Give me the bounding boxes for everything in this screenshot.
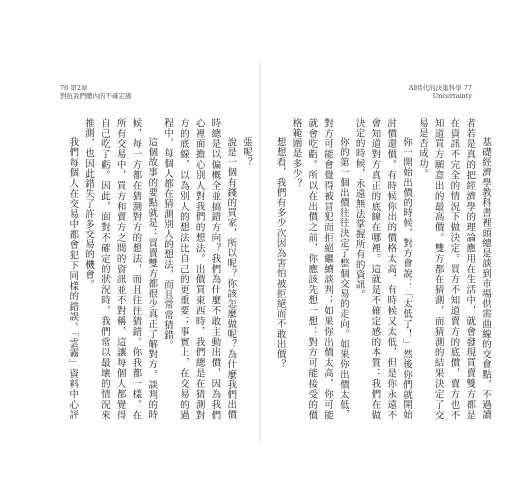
right-running-title: AI時代的決策科學 bbox=[408, 84, 462, 92]
left-page-body bbox=[64, 118, 254, 420]
page-gutter bbox=[259, 62, 261, 442]
paragraph: 你的第一個出價往往決定了整個交易的走向。如果你出價太低，對方可能會覺得被冒犯而拒絕繼續談判；如果你出價太高，你可能就會吃虧。所以在出價之前，你應該先想一想：對方可能接受的價格範圍是多少？ bbox=[290, 118, 349, 420]
left-page-number: 76 bbox=[60, 84, 69, 92]
right-page-header bbox=[409, 84, 472, 100]
right-page-body bbox=[271, 118, 493, 420]
paragraph: 這個故事的要點就是：買賣雙方都很少真正了解對方。談判的時候，每一方都在猜測對方的想法，而且往往猜錯。你我都一樣。在所有交易中，買方和賣方之間的資訊並不對稱，這讓每個人都覺得自己吃了虧。因此，面對不確定的狀況時，我們常以最壞的情況來推測，也因此錯失了許多交易的機會。 bbox=[83, 118, 158, 420]
right-page-number: 77 bbox=[463, 84, 472, 92]
paragraph bbox=[271, 118, 272, 420]
left-page-header bbox=[60, 84, 132, 100]
paragraph: 我們每個人在交易中都會犯下同樣的錯誤。「雲霧」資料中心評 bbox=[67, 137, 79, 420]
paragraph: 基礎經濟學教科書裡頭總是談到市場供需曲線的交會點，不過讀者若是真的把經濟學的理論應用在生活中，就會發現買賣雙方都是在資訊不完全的情況下做決定。買方不知道賣方的底價，賣方也不知道買方願意出的最高價。雙方都在猜測，而猜測的結果決定了交易是否成功。 bbox=[416, 118, 491, 420]
left-chapter-label: 第2章 bbox=[70, 84, 88, 92]
paragraph: 想想看，我們有多少次因為害怕被拒絕而不敢出價？ bbox=[274, 137, 286, 370]
paragraph: 說是一個有錢的買家，所以呢？你該怎麼做呢？為什麼我們出價時總是以偏概全並搞錯方向？我們為什麼不敢主動出價，因為我們心裡面擔心別人對我們的想法。出價買東西時，我們總是在猜測對方的底線，以為別人的想法比自己的更重要；事實上，在交易的過程中，每個人都在猜測別人的想法，而且常常猜錯。 bbox=[162, 118, 237, 420]
right-running-subtitle: Uncertainty bbox=[432, 92, 472, 100]
paragraph: 張呢？ bbox=[241, 137, 252, 168]
paragraph: 你一開始出價的時候，對方會說：「太低了！」然後你們就開始討價還價。有時候你出的價格太高，有時候又太低，但是你永遠不會知道對方真正的底線在哪裡。這就是不確定感的本質：我們在做決定的時候，永遠無法掌握所有的資訊。 bbox=[353, 118, 413, 420]
left-running-title: 對抗我們體內的不確定感 bbox=[60, 92, 132, 100]
